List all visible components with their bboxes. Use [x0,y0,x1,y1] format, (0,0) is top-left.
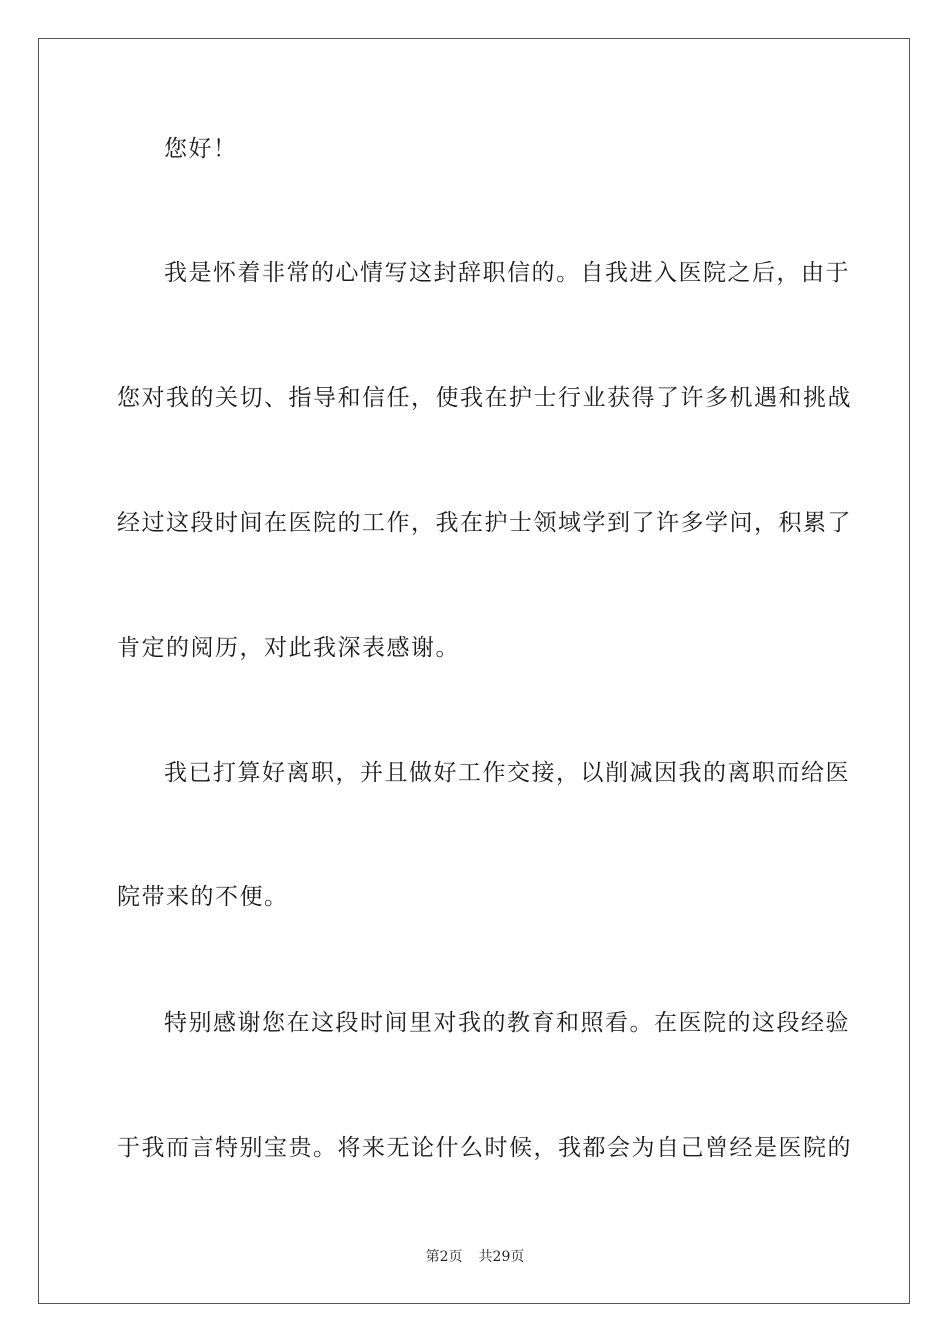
paragraph-3-line-2: 于我而言特别宝贵。将来无论什么时候，我都会为自己曾经是医院的 [117,1135,852,1161]
paragraph-1-line-1: 我是怀着非常的心情写这封辞职信的。自我进入医院之后，由于 [164,260,850,286]
paragraph-1-line-3: 经过这段时间在医院的工作，我在护士领域学到了许多学问，积累了 [117,510,852,536]
page-number-current: 第2页 [425,1249,463,1265]
paragraph-1-line-4: 肯定的阅历，对此我深表感谢。 [117,635,460,661]
paragraph-1-line-2: 您对我的关切、指导和信任，使我在护士行业获得了许多机遇和挑战 [117,385,852,411]
paragraph-2-line-2: 院带来的不便。 [117,884,289,910]
page-footer [0,1247,950,1267]
page-number-total: 共29页 [478,1249,525,1265]
page-frame [38,38,910,1304]
paragraph-2-line-1: 我已打算好离职，并且做好工作交接，以削减因我的离职而给医 [164,760,850,786]
salutation: 您好！ [164,136,238,162]
paragraph-3-line-1: 特别感谢您在这段时间里对我的教育和照看。在医院的这段经验 [164,1010,850,1036]
